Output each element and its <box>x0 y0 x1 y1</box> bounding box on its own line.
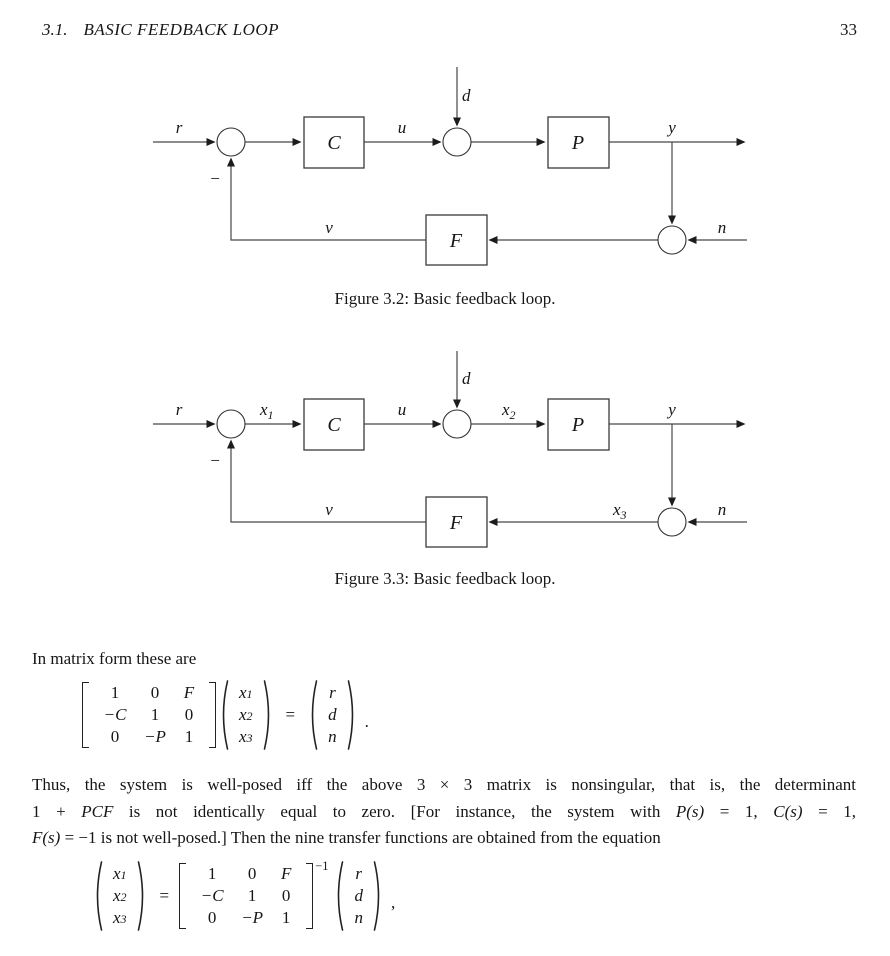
matrix-cell: −C <box>103 705 127 724</box>
plant-label: P <box>571 414 585 436</box>
matrix-cell: −P <box>144 727 166 746</box>
text-segment: = 1, <box>704 801 774 821</box>
text-segment: = −1 is not well-posed.] Then the nine transfer functions are obtained from the equation <box>60 828 661 847</box>
right-paren <box>263 679 275 751</box>
body-paragraph <box>32 772 856 852</box>
matrix-cell: 1 <box>110 683 120 702</box>
input-vector <box>319 682 346 748</box>
signal-x2-label <box>501 400 516 422</box>
signal-y-label: y <box>668 400 676 419</box>
page-number: 33 <box>840 20 857 39</box>
state-vector <box>104 863 136 929</box>
controller-label: C <box>327 414 341 436</box>
matrix-right-bracket <box>209 682 216 748</box>
matrix-cell: 1 <box>184 727 194 746</box>
matrix-cell: −P <box>241 908 264 927</box>
signal-v-label: v <box>325 500 333 519</box>
text-segment: 1 + <box>32 801 82 821</box>
left-paren <box>332 860 344 932</box>
vector-entry: r <box>329 683 336 702</box>
coefficient-matrix <box>89 682 209 748</box>
equation-comma: , <box>390 893 396 912</box>
vector-entry <box>104 863 136 885</box>
text-segment: Thus, the system is well-posed iff the above 3 × 3 matrix is nonsingular, that is, the determinant <box>32 775 856 794</box>
matrix-cell: 0 <box>110 727 120 746</box>
paren-curve <box>313 681 317 749</box>
right-paren <box>137 860 149 932</box>
paren-curve <box>138 862 142 930</box>
matrix-form-intro: In matrix form these are <box>32 649 197 668</box>
vector-entry <box>230 704 262 726</box>
equals-sign: = <box>159 886 170 905</box>
sensor-label: F <box>449 512 463 534</box>
summing-junction-3 <box>658 508 686 536</box>
x3-subscript: 3 <box>620 508 627 522</box>
vector-entry: n <box>328 727 337 746</box>
equation-period: . <box>364 712 369 731</box>
signal-d-label: d <box>462 369 471 388</box>
x1-base: x <box>260 400 268 419</box>
left-paren <box>306 679 318 751</box>
figure-3-2-caption: Figure 3.2: Basic feedback loop. <box>334 289 556 308</box>
right-paren <box>373 860 385 932</box>
signal-u-label: u <box>397 118 407 137</box>
math-segment: F(s) <box>32 828 61 847</box>
summing-junction-2 <box>443 128 471 156</box>
right-paren <box>347 679 359 751</box>
paragraph-line-3 <box>32 825 856 852</box>
paragraph-line-2 <box>32 799 856 826</box>
signal-r-label: r <box>175 118 183 137</box>
minus-sign: − <box>209 451 221 470</box>
matrix-cell: F <box>183 683 195 702</box>
x2-subscript: 2 <box>509 408 516 422</box>
equation-matrix-form <box>82 679 369 751</box>
matrix-cell: 0 <box>184 705 194 724</box>
subscript: 1 <box>120 867 127 882</box>
matrix-cell: 0 <box>281 886 291 905</box>
equals-sign: = <box>285 705 296 724</box>
page-header <box>42 20 857 40</box>
math-segment: PCF <box>81 801 114 821</box>
paren-curve <box>348 681 352 749</box>
section-title: BASIC FEEDBACK LOOP <box>83 20 280 39</box>
summing-junction-3 <box>658 226 686 254</box>
entry-base: x <box>113 864 121 883</box>
paren-curve <box>264 681 268 749</box>
entry-base: x <box>113 886 121 905</box>
text-segment: is not identically equal to zero. [For instance, the system with <box>113 801 676 821</box>
signal-x1-label <box>259 400 274 422</box>
vector-entry: d <box>328 705 337 724</box>
entry-base: x <box>239 683 247 702</box>
vector-entry: d <box>354 886 363 905</box>
x3-base: x <box>613 500 621 519</box>
matrix-cell: 0 <box>207 908 217 927</box>
text-segment: = 1, <box>802 801 856 821</box>
controller-label: C <box>327 132 341 154</box>
subscript: 2 <box>246 708 253 723</box>
figure-3-3-diagram <box>130 337 770 567</box>
equation-transfer-functions <box>90 860 395 932</box>
plant-label: P <box>571 132 585 154</box>
vector-entry: r <box>355 864 363 883</box>
inverse-exponent: −1 <box>315 859 329 873</box>
paragraph-line-1 <box>32 772 856 799</box>
state-vector <box>230 682 262 748</box>
matrix-right-bracket <box>306 863 313 929</box>
sensor-label: F <box>449 230 463 252</box>
subscript: 3 <box>120 911 127 926</box>
minus-sign: − <box>209 169 221 188</box>
left-paren <box>217 679 229 751</box>
vector-entry <box>230 726 262 748</box>
section-number: 3.1. <box>42 20 68 39</box>
math-segment: C(s) <box>773 801 803 821</box>
signal-r-label: r <box>175 400 183 419</box>
entry-base: x <box>113 908 121 927</box>
x2-base: x <box>502 400 510 419</box>
signal-y-label: y <box>668 118 676 137</box>
paren-curve <box>98 862 102 930</box>
signal-x3-label <box>612 500 627 522</box>
matrix-left-bracket <box>82 682 89 748</box>
matrix-cell: 1 <box>281 908 291 927</box>
matrix-cell: −C <box>200 886 224 905</box>
paren-curve <box>374 862 378 930</box>
summing-junction-1 <box>217 128 245 156</box>
signal-d-label: d <box>462 86 471 105</box>
figure-3-3-caption: Figure 3.3: Basic feedback loop. <box>334 569 556 588</box>
entry-base: x <box>239 705 247 724</box>
paren-curve <box>224 681 228 749</box>
matrix-cell: 0 <box>247 864 257 883</box>
matrix-left-bracket <box>179 863 186 929</box>
vector-entry <box>230 682 262 704</box>
vector-entry <box>104 907 136 929</box>
signal-n-label: n <box>717 218 727 237</box>
matrix-cell: 1 <box>247 886 257 905</box>
figure-3-2-diagram <box>130 55 770 285</box>
input-vector <box>345 863 372 929</box>
signal-n-label: n <box>717 500 727 519</box>
subscript: 1 <box>246 686 253 701</box>
math-segment: P(s) <box>675 801 705 821</box>
vector-entry: n <box>354 908 363 927</box>
summing-junction-2 <box>443 410 471 438</box>
signal-v-label: v <box>325 218 333 237</box>
matrix-cell: 1 <box>207 864 217 883</box>
matrix-cell: F <box>280 864 292 883</box>
left-paren <box>91 860 103 932</box>
vector-entry <box>104 885 136 907</box>
subscript: 2 <box>120 889 127 904</box>
subscript: 3 <box>246 730 253 745</box>
signal-u-label: u <box>397 400 407 419</box>
matrix-cell: 0 <box>150 683 160 702</box>
x1-subscript: 1 <box>267 408 274 422</box>
paren-curve <box>339 862 343 930</box>
entry-base: x <box>239 727 247 746</box>
coefficient-matrix <box>186 863 306 929</box>
summing-junction-1 <box>217 410 245 438</box>
matrix-cell: 1 <box>150 705 160 724</box>
